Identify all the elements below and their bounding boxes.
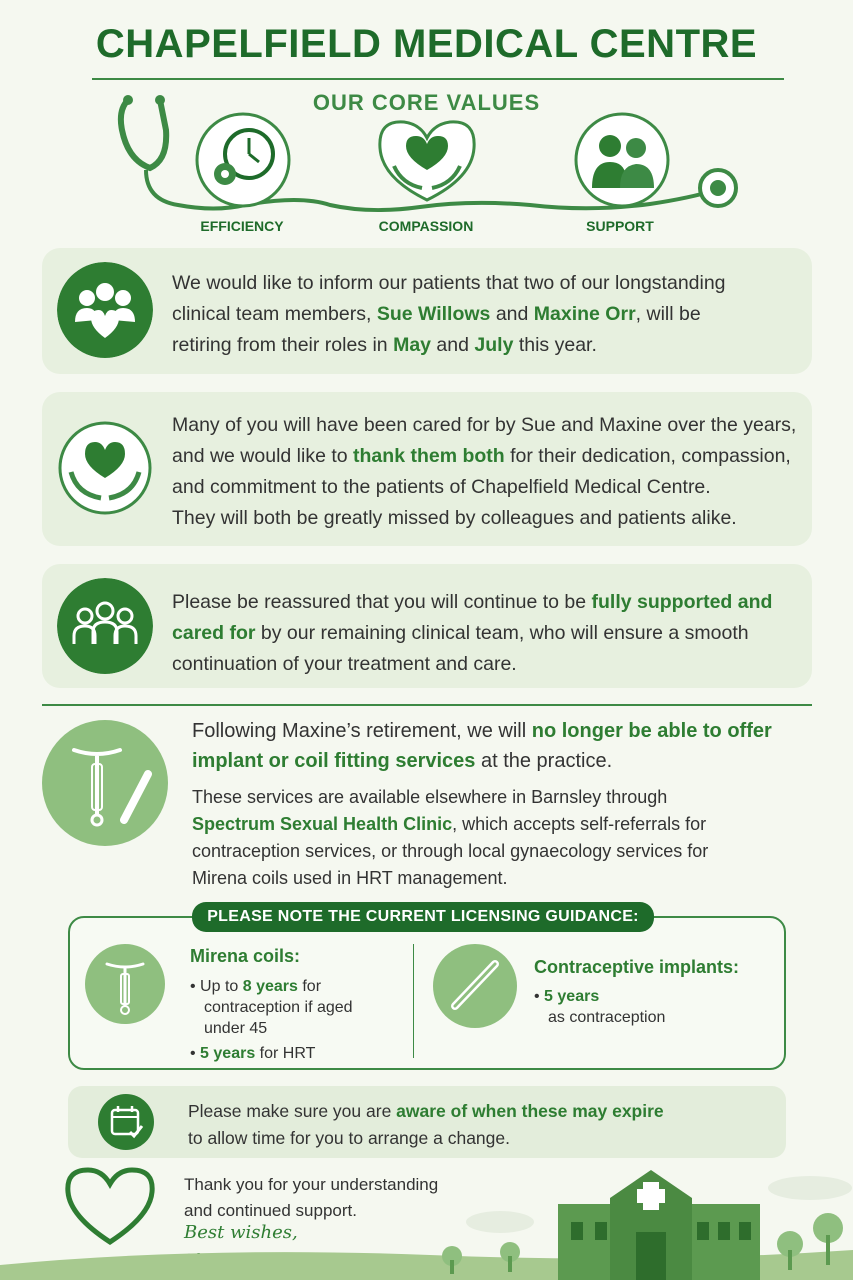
notice3-line2: cared for by our remaining clinical team, who will ensure a smooth — [172, 622, 749, 644]
value-support-label: SUPPORT — [586, 218, 654, 234]
services-line1: Following Maxine’s retirement, we will no longer be able to offer — [192, 720, 772, 742]
notice2-line2: and we would like to thank them both for their dedication, compassion, — [172, 445, 791, 467]
thanks-text — [172, 410, 812, 534]
services-line2: implant or coil fitting services at the practice. — [192, 750, 613, 772]
notice2-line3: and commitment to the patients of Chapelfield Medical Centre. — [172, 476, 711, 498]
reassurance-text — [172, 587, 802, 680]
services-alt-line2: Spectrum Sexual Health Clinic, which accepts self-referrals for — [192, 814, 707, 834]
licensing-guidance-box — [68, 916, 786, 1070]
section-divider — [42, 704, 812, 706]
notice1-line1: We would like to inform our patients that two of our longstanding — [172, 272, 726, 294]
mirena-heading: Mirena coils: — [190, 946, 301, 966]
services-alternatives — [192, 784, 812, 892]
notice3-line3: continuation of your treatment and care. — [172, 653, 517, 675]
maxine-orr-name: Maxine Orr — [533, 303, 636, 325]
services-alt-line4: Mirena coils used in HRT management. — [192, 868, 508, 888]
thank-you-message: Thank you for your understanding and continued support. — [184, 1175, 439, 1220]
value-compassion-label: COMPASSION — [378, 218, 474, 234]
licensing-banner: PLEASE NOTE THE CURRENT LICENSING GUIDANCE: — [192, 902, 654, 932]
notice1-line2: clinical team members, Sue Willows and Maxine Orr, will be — [172, 303, 701, 325]
services-alt-line3: contraception services, or through local gynaecology services for — [192, 841, 709, 861]
people-embrace-icon — [572, 110, 672, 210]
team-icon — [57, 578, 153, 674]
core-values-title: OUR CORE VALUES — [312, 90, 541, 115]
implant-rod-icon — [433, 944, 517, 1028]
mirena-bullet-2: • 5 years for HRT — [190, 1045, 316, 1062]
notice1-line3: retiring from their roles in May and July this year. — [172, 334, 597, 356]
implant-rod-icon — [118, 768, 158, 828]
clock-gear-icon — [193, 110, 293, 210]
page-title: CHAPELFIELD MEDICAL CENTRE — [95, 22, 758, 66]
expiry-reminder-text: Please make sure you are aware of when these may expire to allow time for you to arrange a change. — [188, 1101, 664, 1148]
heart-hands-icon — [372, 108, 482, 208]
implant-bullet-1: • 5 years as contraception — [534, 988, 666, 1026]
notice3-line1: Please be reassured that you will continue to be fully supported and — [172, 591, 773, 613]
spectrum-clinic-name: Spectrum Sexual Health Clinic — [192, 814, 453, 834]
retirement-notice-text — [172, 268, 802, 361]
calendar-check-icon — [98, 1094, 154, 1150]
services-alt-line1: These services are available elsewhere in Barnsley through — [192, 787, 668, 807]
notice2-line1: Many of you will have been cared for by Sue and Maxine over the years, — [172, 414, 797, 436]
notice2-line4: They will both be greatly missed by colleagues and patients alike. — [172, 507, 737, 529]
heart-hands-icon — [57, 420, 153, 516]
licensing-column-divider — [413, 944, 414, 1058]
implant-heading: Contraceptive implants: — [534, 957, 740, 977]
sue-willows-name: Sue Willows — [376, 303, 491, 325]
value-efficiency-label: EFFICIENCY — [200, 218, 284, 234]
iud-coil-icon — [85, 944, 165, 1024]
best-wishes: Best wishes, — [184, 1222, 298, 1243]
mirena-bullet-1: • Up to 8 years for contraception if aged under 45 — [190, 978, 353, 1037]
services-notice — [192, 716, 812, 776]
medical-building-icon — [0, 1160, 853, 1280]
family-heart-icon — [57, 262, 153, 358]
